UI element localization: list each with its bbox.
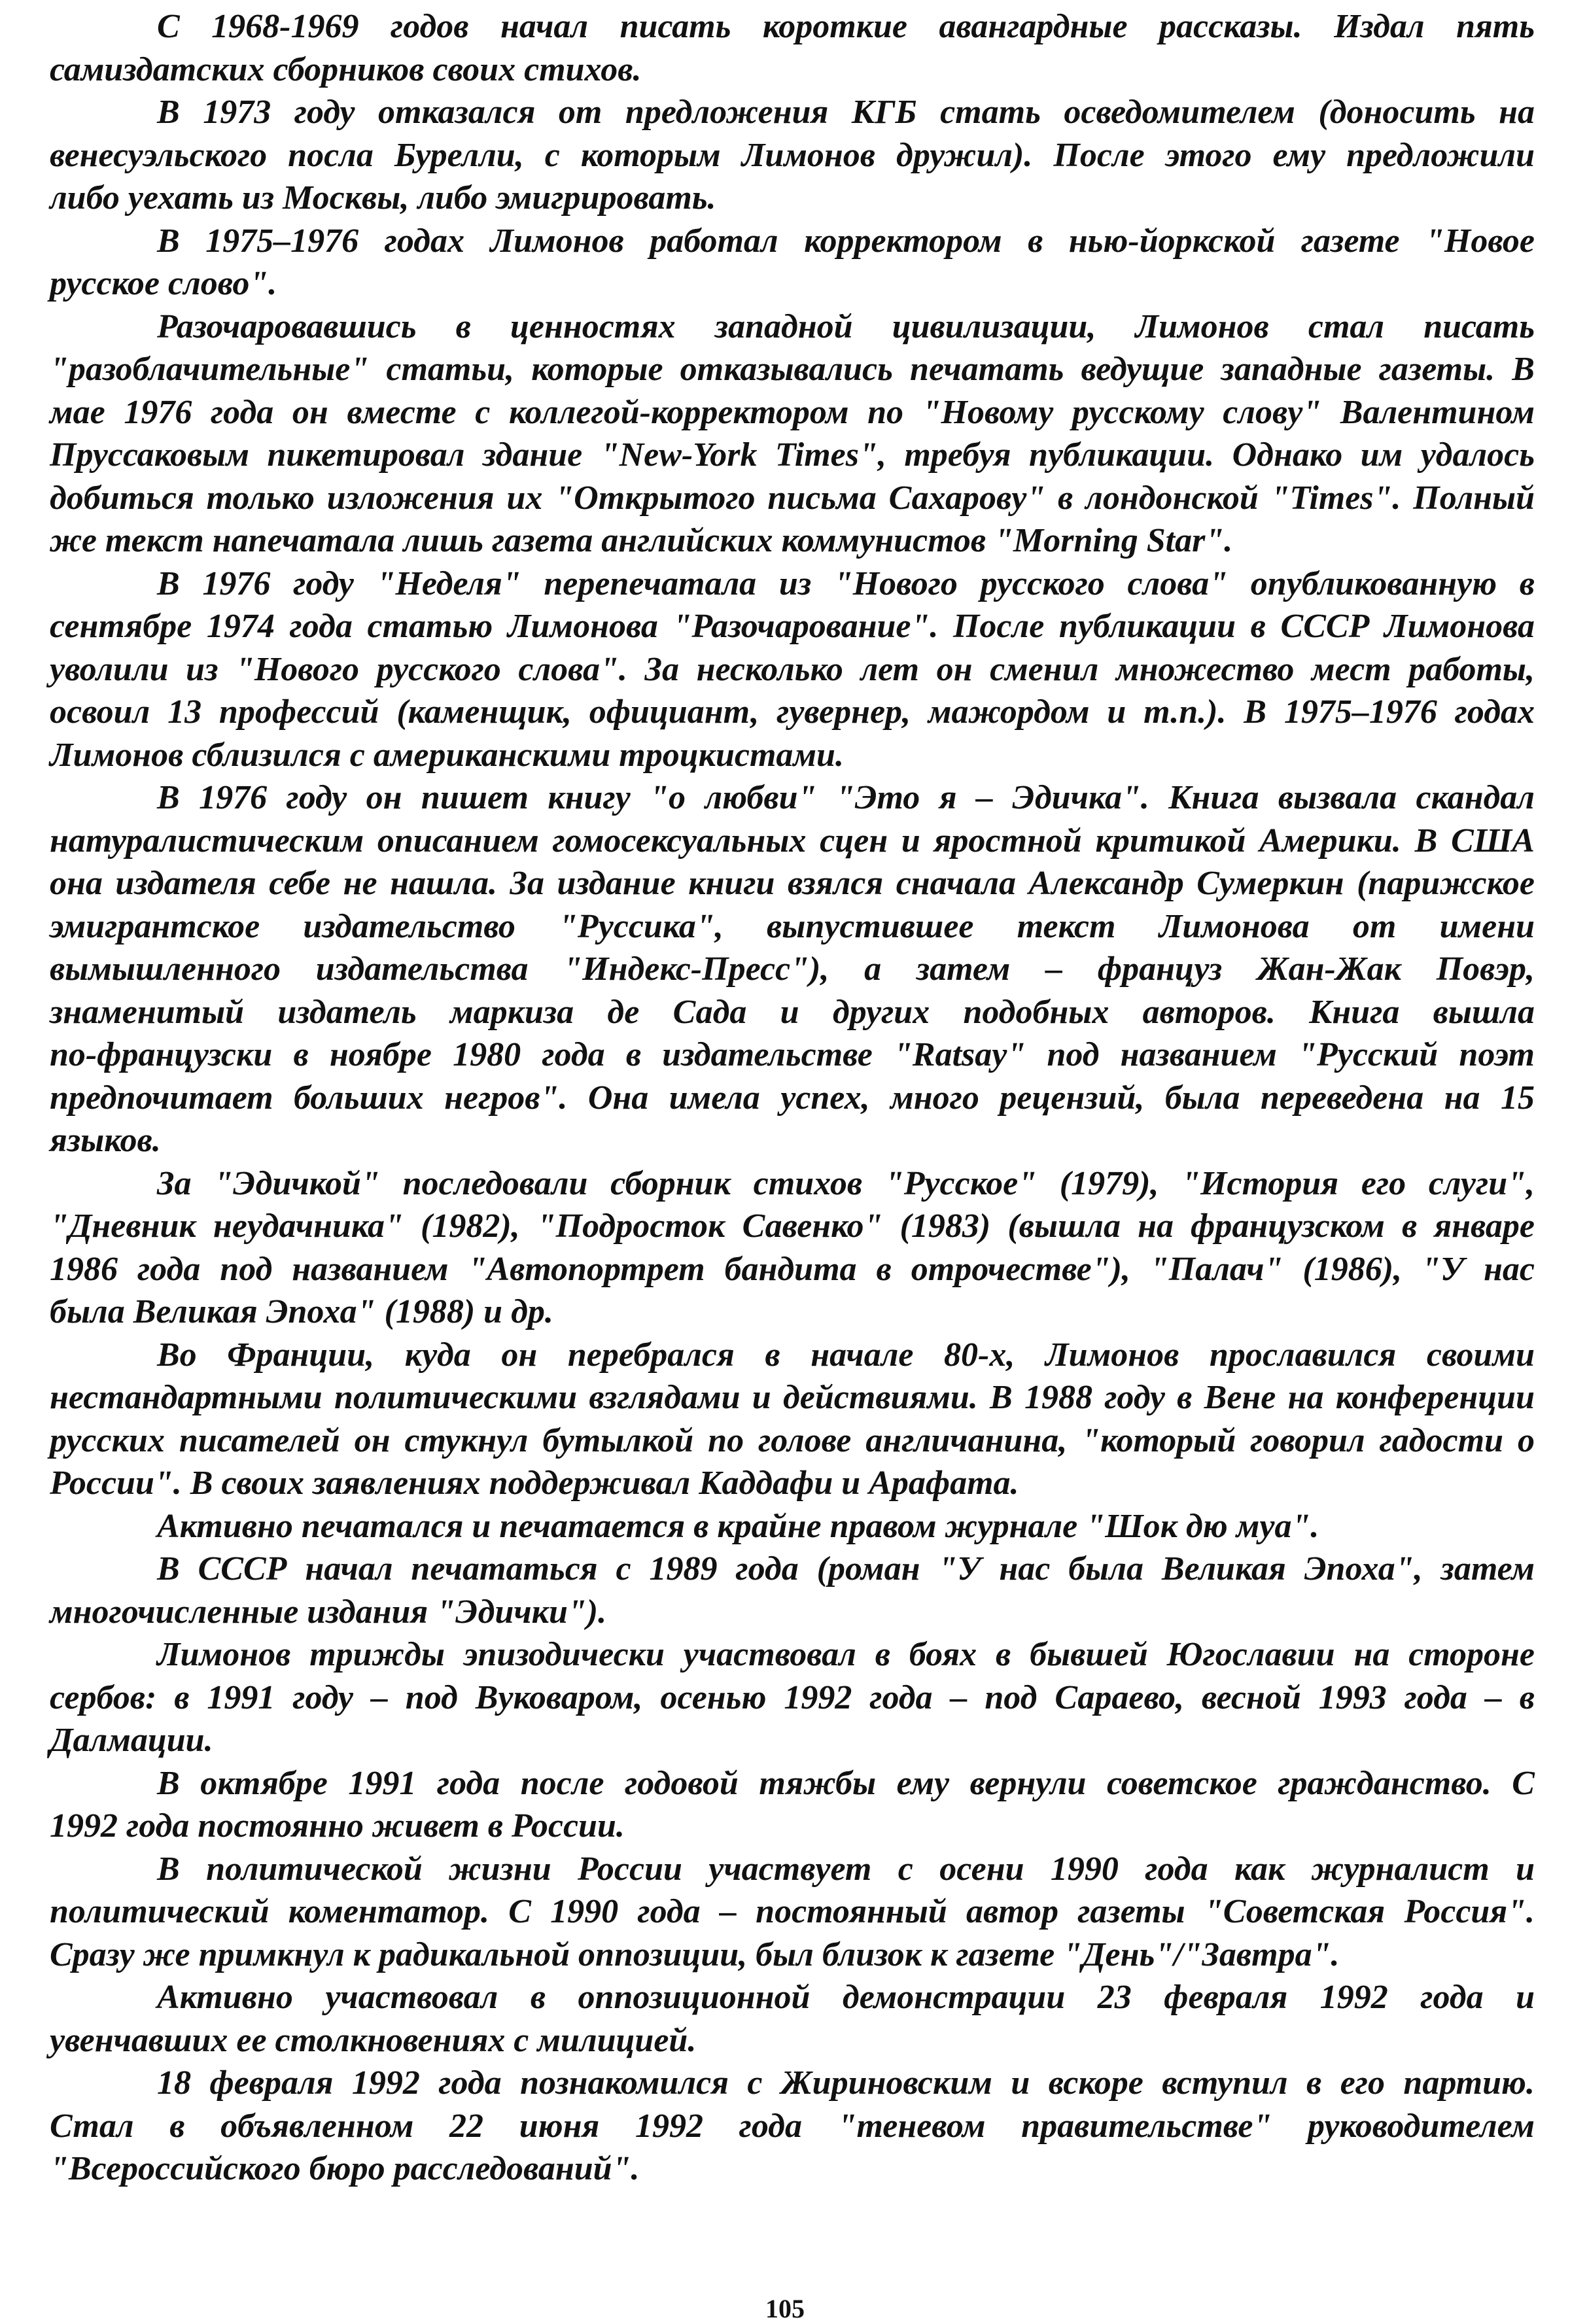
page-number: 105 [765,2294,805,2323]
text-line: же текст напечатала лишь газета английских коммунистов "Morning Star". [50,522,1233,559]
paragraph [50,1334,1535,1505]
paragraph [50,91,1535,220]
paragraph [50,305,1535,563]
text-line: вымышленного издательства "Индекс-Пресс"), а затем – француз Жан-Жак Повэр, [50,950,1535,988]
document-body [50,5,1535,2191]
text-line: по-французски в ноябре 1980 года в издательстве "Ratsay" под названием "Русский поэт [50,1036,1535,1073]
text-line: увенчавших ее столкновениях с милицией. [50,2021,697,2059]
paragraph [50,563,1535,777]
text-line: венесуэльского посла Бурелли, с которым Лимонов дружил). После этого ему предложили [50,136,1535,174]
text-line: 1986 года под названием "Автопортрет бандита в отрочестве"), "Палач" (1986), "У нас [50,1250,1535,1288]
text-line: уволили из "Нового русского слова". За несколько лет он сменил множество мест работы, [50,650,1535,688]
text-line: В политической жизни России участвует с осени 1990 года как журналист и [157,1850,1535,1888]
paragraph [50,1848,1535,1977]
paragraph [50,776,1535,1162]
paragraph [50,1633,1535,1762]
text-line: она издателя себе не нашла. За издание книги взялся сначала Александр Сумеркин (парижское [50,865,1535,902]
text-line: В СССР начал печататься с 1989 года (роман "У нас была Великая Эпоха", затем [157,1550,1535,1587]
text-line: натуралистическим описанием гомосексуальных сцен и яростной критикой Америки. В США [50,822,1535,859]
text-line: 18 февраля 1992 года познакомился с Жириновским и вскоре вступил в его партию. [157,2064,1535,2102]
text-line: Разочаровавшись в ценностях западной цивилизации, Лимонов стал писать [157,307,1535,345]
text-line: В 1973 году отказался от предложения КГБ стать осведомителем (доносить на [157,94,1535,131]
text-line: Стал в объявленном 22 июня 1992 года "теневом правительстве" руководителем [50,2107,1535,2145]
text-line: В октябре 1991 года после годовой тяжбы ему вернули советское гражданство. С [157,1764,1535,1802]
paragraph [50,1548,1535,1633]
text-line: С 1968-1969 годов начал писать короткие авангардные рассказы. Издал пять [157,8,1535,45]
text-line: русское слово". [50,265,277,302]
text-line: Далмации. [50,1722,213,1759]
paragraph [50,220,1535,305]
text-line: сентябре 1974 года статью Лимонова "Разочарование". После публикации в СССР Лимонова [50,608,1535,645]
text-line: освоил 13 профессий (каменщик, официант, гувернер, мажордом и т.п.). В 1975–1976 годах [50,693,1535,731]
text-line: предпочитает больших негров". Она имела успех, много рецензий, была переведена на 15 [50,1079,1535,1117]
paragraph [50,1162,1535,1334]
text-line: В 1976 году он пишет книгу "о любви" "Это я – Эдичка". Книга вызвала скандал [157,779,1535,816]
text-line: В 1976 году "Неделя" перепечатала из "Нового русского слова" опубликованную в [157,564,1535,602]
text-line: многочисленные издания "Эдички"). [50,1593,607,1631]
text-line: сербов: в 1991 году – под Вуковаром, осенью 1992 года – под Сараево, весной 1993 года – в [50,1678,1535,1716]
text-line: эмигрантское издательство "Руссика", выпустившее текст Лимонова от имени [50,907,1535,945]
text-line: либо уехать из Москвы, либо эмигрировать. [50,179,716,217]
text-line: Лимонов трижды эпизодически участвовал в боях в бывшей Югославии на стороне [157,1636,1535,1673]
paragraph [50,1976,1535,2062]
text-line: Пруссаковым пикетировал здание "New-York Times", требуя публикации. Однако им удалось [50,436,1535,474]
text-line: "Дневник неудачника" (1982), "Подросток Савенко" (1983) (вышла на французском в январе [50,1207,1535,1245]
text-line: добиться только изложения их "Открытого письма Сахарову" в лондонской "Times". Полный [50,479,1535,517]
text-line: мае 1976 года он вместе с коллегой-корректором по "Новому русскому слову" Валентином [50,393,1535,431]
text-line: "разоблачительные" статьи, которые отказывались печатать ведущие западные газеты. В [50,351,1535,388]
text-line: знаменитый издатель маркиза де Сада и других подобных авторов. Книга вышла [50,993,1535,1031]
text-line: Во Франции, куда он перебрался в начале 80-х, Лимонов прославился своими [157,1336,1535,1374]
text-line: русских писателей он стукнул бутылкой по голове англичанина, "который говорил гадости о [50,1421,1535,1459]
text-line: самиздатских сборников своих стихов. [50,50,642,88]
text-line: языков. [50,1122,161,1159]
text-line: За "Эдичкой" последовали сборник стихов "Русское" (1979), "История его слуги", [157,1164,1535,1202]
text-line: Сразу же примкнул к радикальной оппозиции, был близок к газете "День"/"Завтра". [50,1935,1340,1973]
paragraph [50,1762,1535,1848]
text-line: "Всероссийского бюро расследований". [50,2150,640,2187]
text-line: была Великая Эпоха" (1988) и др. [50,1293,553,1330]
text-line: 1992 года постоянно живет в России. [50,1807,625,1845]
text-line: политический коментатор. С 1990 года – постоянный автор газеты "Советская Россия". [50,1893,1535,1930]
paragraph [50,1505,1535,1548]
paragraph [50,5,1535,91]
text-line: нестандартными политическими взглядами и действиями. В 1988 году в Вене на конференции [50,1379,1535,1416]
text-line: В 1975–1976 годах Лимонов работал корректором в нью-йоркской газете "Новое [157,222,1535,260]
text-line: Активно печатался и печатается в крайне правом журнале "Шок дю муа". [157,1507,1319,1545]
paragraph [50,2062,1535,2191]
text-line: Активно участвовал в оппозиционной демонстрации 23 февраля 1992 года и [157,1979,1535,2016]
text-line: Лимонов сблизился с американскими троцкистами. [50,736,844,774]
text-line: России". В своих заявлениях поддерживал Каддафи и Арафата. [50,1465,1019,1502]
